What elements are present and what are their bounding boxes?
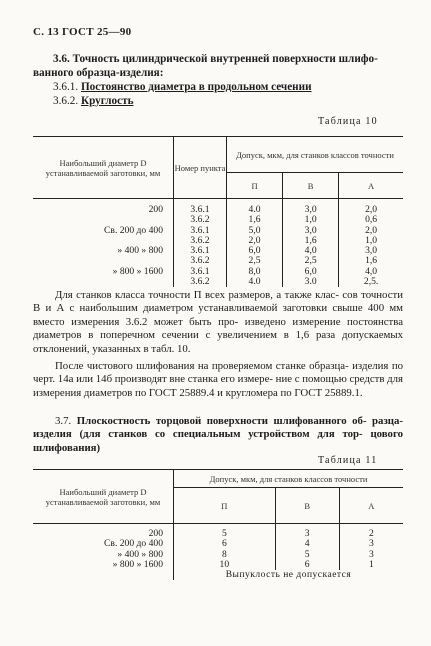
table10-cell-a: 2,5. <box>339 277 403 287</box>
table10-cell-point: 3.6.2 <box>174 256 227 266</box>
section-3-6-title-line2: ванного образца-изделия: <box>33 67 164 79</box>
table11-cell-diameter: » 400 » 800 <box>117 548 163 560</box>
section-3-7-title: Плоскостность торцовой поверхности шлифованного об- разца-изделия (для станков со специальным устройством для тор- цового шлифования) <box>33 415 404 454</box>
table11-cell-a: 3 <box>339 550 403 560</box>
table10-cell-b: 1,0 <box>283 215 339 225</box>
table-row <box>33 267 403 277</box>
table10-cell-p: 6,0 <box>227 246 283 256</box>
table10-cell-a: 2,0 <box>339 226 403 236</box>
page-header: С. 13 ГОСТ 25—90 <box>33 26 132 38</box>
table10-cell-a: 1,6 <box>339 256 403 266</box>
table11-cell-a: 2 <box>339 529 403 539</box>
table10-cell-p: 2,0 <box>227 236 283 246</box>
table10-cell-b: 2,5 <box>283 256 339 266</box>
table10-cell-b: 1,6 <box>283 236 339 246</box>
table10-cell-point: 3.6.2 <box>174 277 227 287</box>
table11-cell-b: 6 <box>275 560 339 570</box>
table11-cell-b: 4 <box>275 539 339 549</box>
table-row <box>33 226 403 236</box>
table10-class-b: В <box>283 173 339 199</box>
table10-header-point: Номер пункта <box>174 137 227 199</box>
section-3-6-title-line1: 3.6. Точность цилиндрической внутренней поверхности шлифо- <box>53 53 378 65</box>
table10-cell-a: 0,6 <box>339 215 403 225</box>
paragraph-table10-note: Для станков класса точности П всех размеров, а также клас- сов точности В и А с наибольшим диаметром устанавливаемой заготовки свыше 400 мм вместо измерения 3.6.2 может быть про- изведено измерение постоянства диаметров в поперечном сечении с увеличением в 1,6 раза допускаемых отклонений, указанных в табл. 10. <box>33 289 403 355</box>
table10-cell-point: 3.6.1 <box>174 205 227 215</box>
item-3-6-1-text: Постоянство диаметра в продольном сечении <box>80 81 312 93</box>
table10-cell-diameter: » 400 » 800 <box>117 245 163 257</box>
table11-cell-diameter: 200 <box>148 528 163 539</box>
table11-cell-diameter: » 800 » 1600 <box>112 558 163 570</box>
table10-cell-point: 3.6.2 <box>174 215 227 225</box>
item-3-6-1-num: 3.6.1. <box>53 81 79 93</box>
table11-cell-b: 3 <box>275 529 339 539</box>
table10-cell-diameter <box>33 277 174 287</box>
table-row <box>33 256 403 266</box>
table-row <box>33 550 403 560</box>
table10-header-tolerance: Допуск, мкм, для станков классов точности <box>227 137 404 173</box>
table10-cell-p: 4.0 <box>227 277 283 287</box>
table11-cell-p: 6 <box>174 539 276 549</box>
table10-cell-p: 2,5 <box>227 256 283 266</box>
table11-cell-p: 8 <box>174 550 276 560</box>
item-3-6-2 <box>53 94 134 108</box>
table10-cell-b: 3,0 <box>283 226 339 236</box>
table10-cell-b: 3,0 <box>283 205 339 215</box>
section-3-7 <box>33 415 403 455</box>
table11-cell-diameter: Св. 200 до 400 <box>104 538 163 550</box>
section-3-7-num: 3.7. <box>55 415 72 427</box>
table-row <box>33 539 403 549</box>
table10-cell-b: 3.0 <box>283 277 339 287</box>
table11-class-b: В <box>275 488 339 524</box>
table-11 <box>33 469 403 580</box>
table10-cell-a: 1,0 <box>339 236 403 246</box>
table10-class-a: А <box>339 173 403 199</box>
item-3-6-1 <box>53 80 312 94</box>
table11-caption: Таблица 11 <box>318 455 378 466</box>
table10-cell-point: 3.6.1 <box>174 226 227 236</box>
paragraph-measurement: После чистового шлифования на проверяемом станке образца- изделия по черт. 14а или 14б производят вне станка его измере- ние с помощью средств для измерения диаметров по ГОСТ 25889.4 и кругломера по ГОСТ 25889.1. <box>33 360 403 399</box>
section-3-6-title <box>33 52 408 80</box>
table-row <box>33 277 403 287</box>
table10-cell-p: 8,0 <box>227 267 283 277</box>
table10-cell-a: 4,0 <box>339 267 403 277</box>
table10-cell-b: 4,0 <box>283 246 339 256</box>
table-row <box>33 236 403 246</box>
table11-class-p: П <box>174 488 276 524</box>
table11-header-diameter: Наибольший диаметр D устанавливаемой заготовки, мм <box>33 470 174 524</box>
table11-cell-p: 10 <box>174 560 276 570</box>
table10-cell-a: 2,0 <box>339 205 403 215</box>
table10-cell-p: 5,0 <box>227 226 283 236</box>
table10-cell-point: 3.6.1 <box>174 267 227 277</box>
table-10 <box>33 136 403 287</box>
table10-cell-diameter: 200 <box>148 204 163 215</box>
table10-caption: Таблица 10 <box>318 116 378 127</box>
item-3-6-2-text: Круглость <box>80 95 134 107</box>
item-3-6-2-num: 3.6.2. <box>53 95 79 107</box>
table10-cell-p: 1,6 <box>227 215 283 225</box>
table-row <box>33 560 403 570</box>
table10-class-p: П <box>227 173 283 199</box>
table-row <box>33 246 403 256</box>
table11-cell-p: 5 <box>174 529 276 539</box>
table10-cell-a: 3,0 <box>339 246 403 256</box>
table10-cell-diameter: Св. 200 до 400 <box>104 224 163 236</box>
table11-note: Выпуклость не допускается <box>174 570 404 580</box>
table11-cell-a: 1 <box>339 560 403 570</box>
table10-cell-point: 3.6.1 <box>174 246 227 256</box>
table-row <box>33 215 403 225</box>
table-row <box>33 529 403 539</box>
table-row <box>33 205 403 215</box>
table11-cell-b: 5 <box>275 550 339 560</box>
table10-cell-b: 6,0 <box>283 267 339 277</box>
table10-cell-p: 4.0 <box>227 205 283 215</box>
table11-header-tolerance: Допуск, мкм, для станков классов точности <box>174 470 404 488</box>
table11-class-a: А <box>339 488 403 524</box>
table11-cell-a: 3 <box>339 539 403 549</box>
table10-header-diameter: Наибольший диаметр D устанавливаемой заготовки, мм <box>33 137 174 199</box>
table10-cell-diameter: » 800 » 1600 <box>112 265 163 277</box>
table10-cell-point: 3.6.2 <box>174 236 227 246</box>
